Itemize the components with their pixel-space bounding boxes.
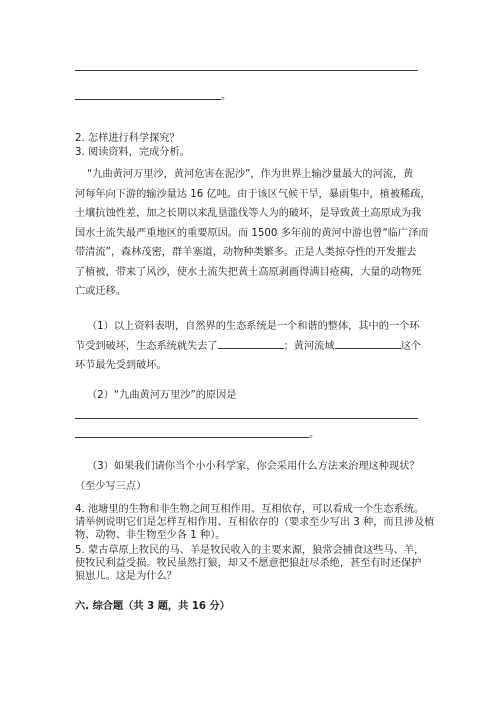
question-4-line: 物、动物、非生物至少各 1 种）。 [75,530,226,541]
sub-question-1-line: 环节最先受到破坏。 [75,360,167,371]
question-5-line: 5. 蒙古草原上牧民的马、羊是牧民收入的主要来源，狼常会捕食这些马、羊， [75,545,425,556]
answer-line-short [75,99,221,100]
question-5-line: 使牧民利益受损。牧民虽然打狼，却又不愿意把狼赶尽杀绝，甚至有时还保护 [75,558,422,569]
sub-question-1 [75,317,420,376]
sub-question-1-text: 节受到破坏，生态系统就失去了 [75,340,218,352]
fill-in-blank[interactable] [218,338,284,349]
question-4-line: 4. 池塘里的生物和非生物之间互相作用、互相依存，可以看成一个生态系统。 [75,504,425,515]
answer-line-full[interactable] [75,418,418,419]
passage-line: 土壤抗蚀性差，加之长期以来乱垦滥伐等人为的破坏，是导致黄土高原成为我 [75,208,422,219]
question-4 [75,503,434,542]
answer-line-period: 。 [309,429,320,440]
sub-question-3-note: （至少写三点） [75,481,147,492]
question-3: 3. 阅读资料，完成分析。 [75,147,190,158]
answer-line-short[interactable] [75,437,309,438]
sub-question-1-line: （1）以上资料表明，自然界的生态系统是一个和谐的整体，其中的一个环 [87,321,420,332]
section-6-heading: 六. 综合题（共 3 题，共 16 分） [75,601,230,612]
sub-question-3: （3）如果我们请你当个小小科学家，你会采用什么方法来治理这种现状？ [87,461,420,472]
passage-line: 河每年向下游的输沙量达 16 亿吨。由于该区气候干旱，暴雨集中，植被稀疏， [75,188,431,200]
sub-question-1-text: 这个 [400,340,421,352]
answer-line-full [75,70,418,71]
sub-question-1-line [75,337,420,357]
sub-question-1-text: ；黄河流域 [283,340,335,352]
passage-line: 亡或迁移。 [75,286,126,297]
reading-passage [75,165,431,302]
passage-line: 带清流”，森林茂密，群羊塞道，动物种类繁多。正是人类掠夺性的开发摧去 [75,247,417,258]
question-2: 2. 怎样进行科学探究？ [75,133,180,144]
fill-in-blank[interactable] [335,338,401,349]
question-5 [75,544,424,583]
sub-question-2: （2）“九曲黄河万里沙”的原因是 [87,390,237,401]
answer-line-period: 。 [221,91,232,102]
passage-line: 国水土流失最严重地区的重要原因。而 1500 多年前的黄河中游也曾“临广泽而 [75,227,429,239]
passage-line: “九曲黄河万里沙，黄河危害在泥沙”，作为世界上输沙量最大的河流，黄 [87,169,414,180]
question-5-line: 狼崽儿。这是为什么？ [75,571,177,582]
passage-line: 了植被，带来了风沙，使水土流失把黄土高原剥画得满目疮痍，大量的动物死 [75,266,422,278]
question-4-line: 请举例说明它们是怎样互相作用、互相依存的（要求至少写出 3 种，而且涉及植 [75,517,435,528]
